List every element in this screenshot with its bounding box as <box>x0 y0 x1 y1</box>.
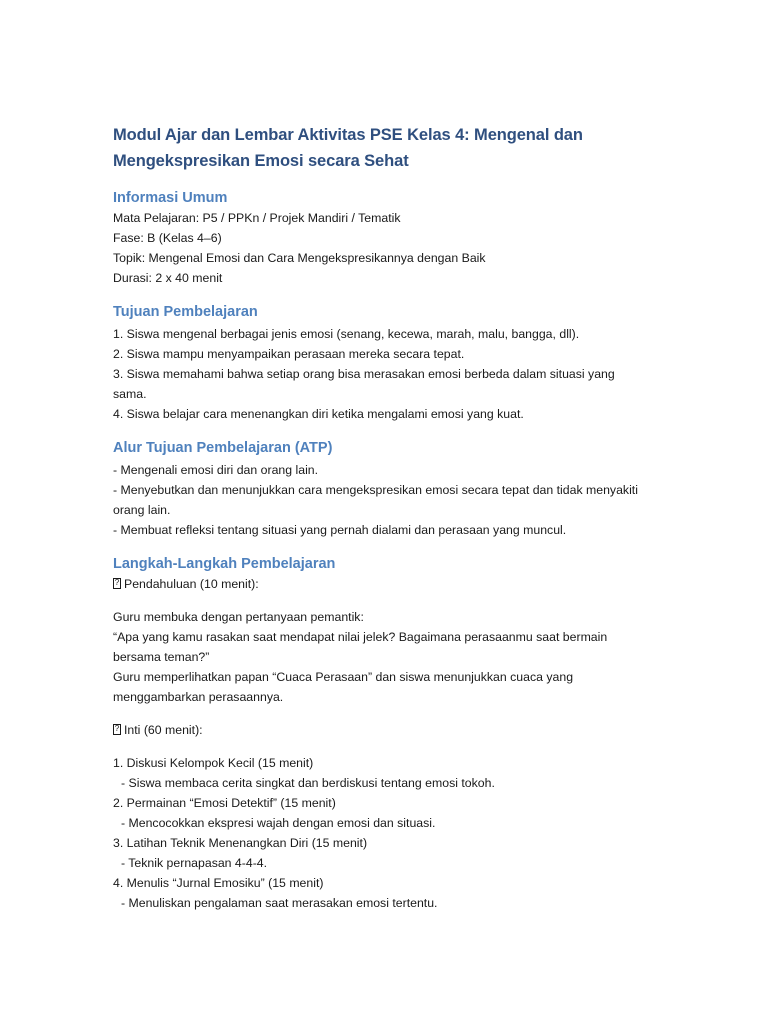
pendahuluan-line-1: Guru membuka dengan pertanyaan pemantik: <box>113 610 364 624</box>
atp-item-2-cont: orang lain. <box>113 503 171 517</box>
pendahuluan-line-2: “Apa yang kamu rasakan saat mendapat nilai jelek? Bagaimana perasaanmu saat bermain <box>113 630 608 644</box>
section-informasi-umum <box>113 208 673 288</box>
tujuan-item-2: 2. Siswa mampu menyampaikan perasaan mereka secara tepat. <box>113 347 465 361</box>
info-durasi: Durasi: 2 x 40 menit <box>113 271 223 285</box>
pendahuluan-line-4: Guru memperlihatkan papan “Cuaca Perasaan” dan siswa menunjukkan cuaca yang <box>113 670 574 684</box>
missing-glyph-icon <box>113 724 121 735</box>
atp-item-3: - Membuat refleksi tentang situasi yang pernah dialami dan perasaan yang muncul. <box>113 523 567 537</box>
document-title-line-1: Modul Ajar dan Lembar Aktivitas PSE Kelas 4: Mengenal dan <box>113 126 583 144</box>
inti-item-3-detail: - Teknik pernapasan 4-4-4. <box>121 856 268 870</box>
tujuan-item-3-cont: sama. <box>113 387 147 401</box>
tujuan-item-4: 4. Siswa belajar cara menenangkan diri ketika mengalami emosi yang kuat. <box>113 407 524 421</box>
section-tujuan <box>113 324 673 424</box>
inti-item-3-title: 3. Latihan Teknik Menenangkan Diri (15 menit) <box>113 836 368 850</box>
inti-item-2-title: 2. Permainan “Emosi Detektif” (15 menit) <box>113 796 336 810</box>
info-topik: Topik: Mengenal Emosi dan Cara Mengekspresikannya dengan Baik <box>113 251 486 265</box>
inti-item-4-title: 4. Menulis “Jurnal Emosiku” (15 menit) <box>113 876 324 890</box>
document-title-line-2: Mengekspresikan Emosi secara Sehat <box>113 152 409 170</box>
info-fase: Fase: B (Kelas 4–6) <box>113 231 222 245</box>
tujuan-item-3: 3. Siswa memahami bahwa setiap orang bisa merasakan emosi berbeda dalam situasi yang <box>113 367 615 381</box>
inti-item-2-detail: - Mencocokkan ekspresi wajah dengan emosi dan situasi. <box>121 816 436 830</box>
pendahuluan-line-3: bersama teman?” <box>113 650 210 664</box>
atp-item-1: - Mengenali emosi diri dan orang lain. <box>113 463 319 477</box>
inti-item-1-title: 1. Diskusi Kelompok Kecil (15 menit) <box>113 756 314 770</box>
atp-item-2: - Menyebutkan dan menunjukkan cara mengekspresikan emosi secara tepat dan tidak menyakiti <box>113 483 638 497</box>
section-heading-atp: Alur Tujuan Pembelajaran (ATP) <box>113 440 333 456</box>
inti-item-1-detail: - Siswa membaca cerita singkat dan berdiskusi tentang emosi tokoh. <box>121 776 495 790</box>
inti-list <box>113 753 673 913</box>
section-heading-informasi-umum: Informasi Umum <box>113 190 228 206</box>
missing-glyph-icon <box>113 578 121 589</box>
info-mata-pelajaran: Mata Pelajaran: P5 / PPKn / Projek Mandiri / Tematik <box>113 211 401 225</box>
pendahuluan-line-5: menggambarkan perasaannya. <box>113 690 284 704</box>
tujuan-item-1: 1. Siswa mengenal berbagai jenis emosi (senang, kecewa, marah, malu, bangga, dll). <box>113 327 580 341</box>
inti-item-4-detail: - Menuliskan pengalaman saat merasakan emosi tertentu. <box>121 896 438 910</box>
document-title <box>113 122 673 174</box>
pendahuluan-label <box>113 574 673 594</box>
inti-label <box>113 720 673 740</box>
section-langkah <box>113 574 673 913</box>
inti-label-text: Inti (60 menit): <box>124 723 203 737</box>
section-heading-tujuan: Tujuan Pembelajaran <box>113 304 258 320</box>
section-heading-langkah: Langkah-Langkah Pembelajaran <box>113 556 336 572</box>
pendahuluan-label-text: Pendahuluan (10 menit): <box>124 577 259 591</box>
document-page <box>113 122 673 913</box>
section-atp <box>113 460 673 540</box>
